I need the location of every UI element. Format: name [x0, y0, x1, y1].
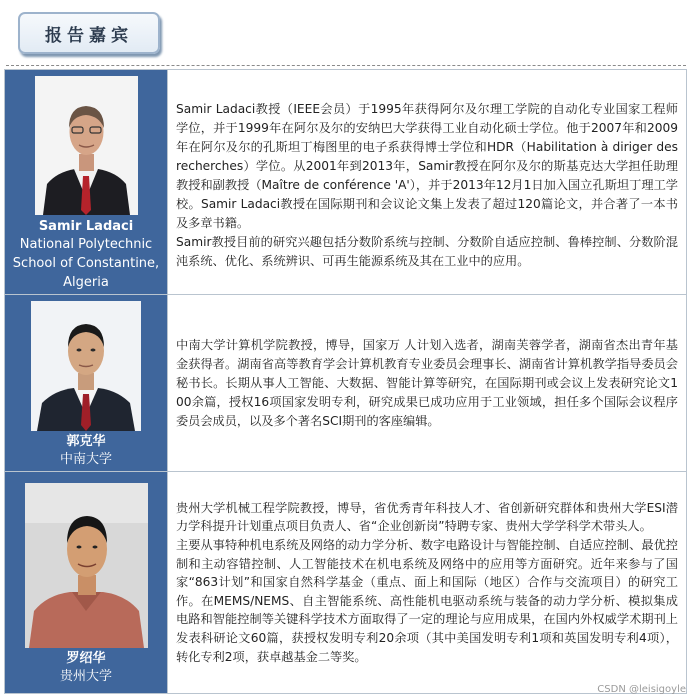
speaker-bio-cell	[168, 472, 687, 694]
speaker-info-cell	[5, 295, 168, 472]
speaker-photo	[35, 76, 138, 215]
speaker-affiliation: 贵州大学	[59, 669, 112, 684]
section-header-badge	[18, 12, 160, 54]
speaker-bio-cell	[168, 295, 687, 472]
speaker-photo	[25, 483, 148, 648]
watermark: CSDN @leisigoyle	[597, 684, 686, 695]
speaker-bio-cell	[168, 70, 687, 295]
speaker-bio	[176, 336, 678, 431]
speaker-affiliation: 中南大学	[59, 451, 112, 467]
speaker-name: 罗绍华	[66, 651, 106, 666]
speaker-row	[5, 472, 687, 694]
bio-paragraph: 贵州大学机械工程学院教授，博导，省优秀青年科技人才、省创新研究群体和贵州大学ESI潜力学科提升计划重点项目负责人、省“企业创新岗”特聘专家、贵州大学学科学术带头人。	[176, 500, 678, 534]
speaker-name: 郭克华	[66, 433, 106, 449]
speaker-table	[4, 69, 687, 694]
speaker-info-cell	[5, 70, 168, 295]
speaker-row	[5, 70, 687, 295]
bio-paragraph: 主要从事特种机电系统及网络的动力学分析、数字电路设计与智能控制、自适应控制、最优控制和主动容错控制、人工智能技术在机电系统及网络中的应用等方面研究。近年来参与了国家“863计划”和国家自然科学基金（重点、面上和国际（地区）合作与交流项目）的研究工作。在MEMS/NEMS、自主智能系统、高性能机电驱动系统与装备的动力学分析、模拟集成电路和智能控制等关键科学技术方面取得了一定的理论与应用成果，在国内外权威学术期刊上发表科研论文60篇，获授权发明专利20余项（其中美国发明专利1项和英国发明专利4项），转化专利2项，获卓越基金二等奖。	[176, 538, 678, 664]
bio-paragraph: 中南大学计算机学院教授，博导，国家万 人计划入选者，湖南芙蓉学者，湖南省杰出青年基金获得者。湖南省高等教育学会计算机教育专业委员会理事长、湖南省计算机教学指导委员会秘书长。长期从事人工智能、大数据、智能计算等研究，在国际期刊或会议上发表研究论文100余篇，授权16项国家发明专利，研究成果已成功应用于工业领域，担任多个国际会议程序委员会成员，以及多个著名SCI期刊的客座编辑。	[176, 337, 678, 428]
speaker-bio	[176, 499, 678, 666]
speaker-affiliation: National Polytechnic School of Constantine, Algeria	[12, 237, 160, 290]
speaker-row	[5, 295, 687, 472]
speaker-name: Samir Ladaci	[38, 219, 134, 234]
section-title: 报告嘉宾	[45, 26, 133, 46]
speaker-bio	[176, 100, 678, 271]
speaker-photo	[31, 301, 141, 431]
bio-paragraph: Samir教授目前的研究兴趣包括分数阶系统与控制、分数阶自适应控制、鲁棒控制、分数阶混 沌系统、优化、系统辨识、可再生能源系统及其在工业中的应用。	[176, 234, 678, 268]
divider	[6, 65, 686, 66]
speaker-info-cell	[5, 472, 168, 694]
bio-paragraph: Samir Ladaci教授（IEEE会员）于1995年获得阿尔及尔理工学院的自动化专业国家工程师学位，并于1999年在阿尔及尔的安纳巴大学获得工业自动化硕士学位。他于2007年和2009年在阿尔及尔的孔斯坦丁梅图里的电子系获得博士学位和HDR（Habilitation à diriger des recherches）学位。从2001年到2013年，Samir教授在阿尔及尔的斯基克达大学担任助理教授和副教授（Maître de conférence 'A'），并于2013年12月1日加入国立孔斯坦丁理工学校。Samir Ladaci教授在国际期刊和会议论文集上发表了超过120篇论文，并合著了一本书及多章书籍。	[176, 101, 678, 230]
